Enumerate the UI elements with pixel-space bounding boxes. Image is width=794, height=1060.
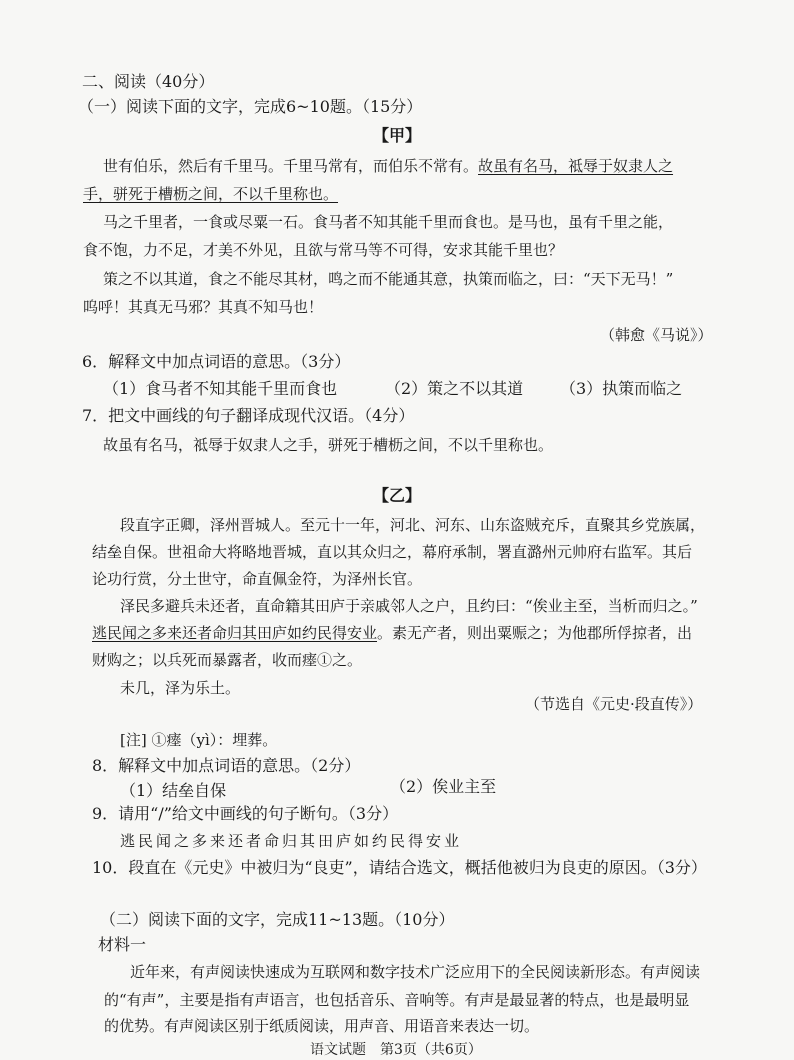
yi-p2-line2 (92, 623, 692, 643)
material-line2: 的“有声”，主要是指有声语言，也包括音乐、音响等。有声是最显著的特点，也是最明显 (104, 991, 690, 1009)
q9-sentence: 逃民闻之多来还者命归其田庐如约民得安业 (120, 832, 463, 850)
q8-item2: （2）俟业主至 (390, 777, 497, 796)
part1-heading: （一）阅读下面的文字，完成6~10题。（15分） (78, 97, 423, 116)
jia-p1-line1 (103, 156, 673, 176)
yi-note: [注] ①瘗（yì）：埋葬。 (120, 731, 278, 749)
q6-item2: （2）策之不以其道 (385, 379, 524, 398)
jia-p3-line2: 呜呼！其真无马邪？其真不知马也！ (83, 298, 324, 316)
yi-source: （节选自《元史·段直传》） (525, 695, 703, 713)
jia-p1-line2: 手，骈死于槽枥之间，不以千里称也。 (83, 185, 339, 203)
material-label: 材料一 (98, 935, 147, 954)
yi-label: 【乙】 (372, 486, 421, 505)
jia-p2-line2: 食不饱，力不足，才美不外见，且欲与常马等不可得，安求其能千里也？ (83, 241, 564, 259)
yi-p2-line3: 财购之；以兵死而暴露者，收而瘗①之。 (92, 651, 363, 669)
q8-item1: （1）结垒自保 (120, 781, 227, 800)
yi-p1-line1: 段直字正卿，泽州晋城人。至元十一年，河北、河东、山东盗贼充斥，直聚其乡党族属， (120, 516, 706, 534)
section-title: 二、阅读（40分） (82, 72, 215, 91)
q6-title: 6．解释文中加点词语的意思。（3分） (82, 352, 351, 371)
q10-title: 10．段直在《元史》中被归为“良吏”，请结合选文，概括他被归为良吏的原因。（3分） (92, 858, 707, 877)
q7-title: 7．把文中画线的句子翻译成现代汉语。（4分） (82, 406, 415, 425)
yi-p2-line2-rest: 。素无产者，则出粟赈之；为他郡所俘掠者，出 (377, 624, 693, 642)
q7-sentence: 故虽有名马，祗辱于奴隶人之手，骈死于槽枥之间，不以千里称也。 (103, 436, 554, 454)
part2-heading: （二）阅读下面的文字，完成11~13题。（10分） (100, 910, 455, 929)
yi-underlined-sentence: 逃民闻之多来还者命归其田庐如约民得安业 (92, 624, 378, 642)
jia-underlined-start: 故虽有名马，祗辱于奴隶人之 (478, 157, 674, 175)
page-footer: 语文试题 第3页（共6页） (310, 1042, 482, 1058)
jia-p1-line1-a: 世有伯乐，然后有千里马。千里马常有，而伯乐不常有。 (103, 157, 479, 175)
jia-source: （韩愈《马说》） (600, 326, 713, 344)
yi-p1-line2: 结垒自保。世祖命大将略地晋城，直以其众归之，幕府承制，署直潞州元帅府右监军。其后 (92, 543, 693, 561)
jia-p3-line1: 策之不以其道，食之不能尽其材，鸣之而不能通其意，执策而临之，曰：“天下无马！” (103, 270, 674, 288)
jia-label: 【甲】 (372, 126, 421, 145)
q8-title: 8．解释文中加点词语的意思。（2分） (92, 756, 361, 775)
q6-item1: （1）食马者不知其能千里而食也 (103, 379, 338, 398)
material-line1: 近年来，有声阅读快速成为互联网和数字技术广泛应用下的全民阅读新形态。有声阅读 (130, 963, 701, 981)
jia-p2-line1: 马之千里者，一食或尽粟一石。食马者不知其能千里而食也。是马也，虽有千里之能， (103, 213, 674, 231)
material-line3: 的优势。有声阅读区别于纸质阅读，用声音、用语音来表达一切。 (104, 1017, 540, 1035)
yi-p3: 未几，泽为乐土。 (120, 679, 241, 697)
yi-p1-line3: 论功行赏，分土世守，命直佩金符，为泽州长官。 (92, 570, 423, 588)
yi-p2-line1: 泽民多避兵未还者，直命籍其田庐于亲戚邻人之户，且约曰：“俟业主至，当析而归之。” (120, 597, 698, 615)
q9-title: 9．请用“/”给文中画线的句子断句。（3分） (92, 804, 399, 823)
q6-item3: （3）执策而临之 (560, 379, 683, 398)
